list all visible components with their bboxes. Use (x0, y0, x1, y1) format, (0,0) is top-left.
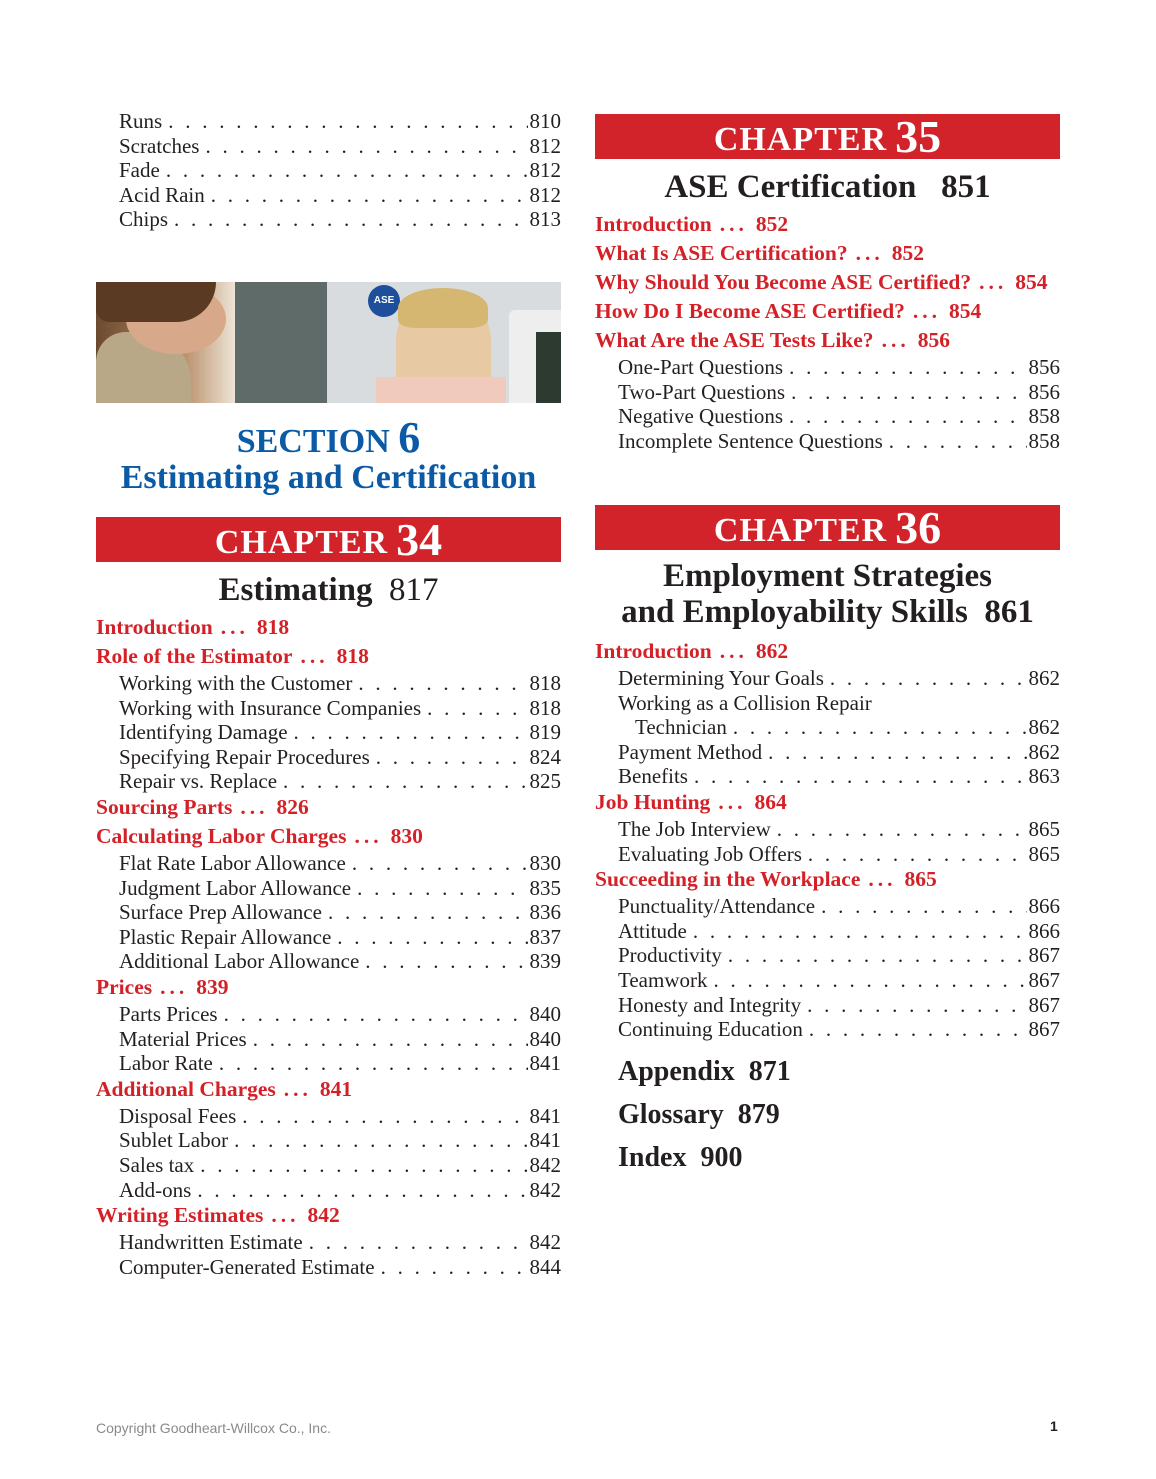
toc-entry-label: Repair vs. Replace (119, 769, 278, 794)
toc-heading (96, 613, 561, 642)
toc-entry-label: Working as a Collision Repair (618, 690, 872, 715)
toc-entry-label: Sublet Labor (119, 1128, 229, 1153)
toc-heading-label: Introduction (595, 212, 712, 236)
back-matter-index (618, 1142, 742, 1174)
toc-entry-page: 813 (529, 207, 561, 232)
toc-entry (595, 1017, 1060, 1042)
toc-entry-page: 863 (1028, 764, 1060, 789)
toc-entry (595, 919, 1060, 944)
toc-heading (595, 788, 1060, 817)
toc-heading-label: Additional Charges (96, 1076, 276, 1101)
toc-entry (96, 720, 561, 745)
leader-dots: ... (271, 1203, 300, 1228)
toc-entry-label: Chips (119, 207, 169, 232)
toc-entry-label: Attitude (618, 918, 687, 943)
toc-heading-label: Sourcing Parts (96, 794, 233, 819)
leader-dots (234, 1128, 527, 1153)
toc-entry-page: 835 (529, 875, 561, 900)
toc-entry-page: 825 (529, 769, 561, 794)
toc-heading (96, 1075, 561, 1104)
leader-dots (294, 720, 528, 745)
toc-entry (96, 1027, 561, 1052)
toc-entry (595, 968, 1060, 993)
back-matter-page: 879 (737, 1099, 780, 1130)
toc-entry-label: Honesty and Integrity (618, 992, 802, 1017)
leader-dots (809, 1017, 1027, 1042)
toc-heading-page: 854 (949, 299, 982, 323)
toc-heading (595, 268, 1060, 297)
toc-entry-label: Additional Labor Allowance (119, 949, 360, 974)
leader-dots: ... (240, 794, 269, 819)
toc-entry (96, 876, 561, 901)
leader-dots (174, 207, 527, 232)
toc-entry-page: 856 (1028, 379, 1060, 404)
leader-dots: ... (160, 974, 189, 999)
toc-entry-page: 844 (529, 1254, 561, 1279)
toc-entry-label: Technician (635, 715, 727, 740)
toc-entry (96, 1002, 561, 1027)
toc-entry-label: Teamwork (618, 967, 708, 992)
leader-dots: ... (220, 615, 249, 639)
toc-heading-label: Introduction (96, 615, 213, 639)
leader-dots (200, 1153, 527, 1178)
toc-heading-page: 839 (196, 974, 229, 999)
section-photo (96, 282, 561, 403)
toc-entry (96, 1128, 561, 1153)
toc-entry (595, 404, 1060, 429)
toc-entry-label: The Job Interview (618, 816, 771, 841)
toc-entry-page: 841 (529, 1103, 561, 1128)
toc-entry-page: 810 (529, 109, 561, 133)
toc-entry-label: Incomplete Sentence Questions (618, 428, 883, 453)
toc-entry-label: Specifying Repair Procedures (119, 744, 370, 769)
toc-entry-page: 867 (1028, 967, 1060, 992)
toc-heading (96, 642, 561, 671)
toc-entry (96, 183, 561, 208)
leader-dots (728, 943, 1027, 968)
toc-heading-page: 854 (1015, 270, 1048, 294)
leader-dots (791, 380, 1026, 405)
back-matter-glossary (618, 1099, 780, 1131)
leader-dots (821, 894, 1026, 919)
toc-entry-page: 812 (529, 158, 561, 183)
section-word: SECTION (236, 423, 390, 460)
chapter-title-text: Estimating (218, 572, 373, 608)
toc-heading-label: Introduction (595, 639, 712, 663)
toc-entry-page: 824 (529, 744, 561, 769)
toc-entry-label: Determining Your Goals (618, 666, 824, 690)
back-matter-page: 900 (700, 1142, 743, 1173)
toc-entry (96, 1051, 561, 1076)
chapter-title-text: ASE Certification (664, 169, 917, 205)
toc-entry-label: Working with Insurance Companies (119, 695, 422, 720)
toc-entry-page: 840 (529, 1026, 561, 1051)
toc-entry-page: 842 (529, 1230, 561, 1255)
toc-entry (96, 745, 561, 770)
leader-dots (211, 183, 528, 208)
toc-entry-page: 842 (529, 1177, 561, 1202)
leader-dots (224, 1002, 528, 1027)
chapter-word: CHAPTER (713, 121, 888, 158)
toc-entry-label: One-Part Questions (618, 355, 784, 379)
toc-entry (96, 925, 561, 950)
leader-dots (365, 949, 527, 974)
back-matter-label: Glossary (618, 1099, 724, 1130)
toc-entry-label: Two-Part Questions (618, 379, 786, 404)
toc-entry (595, 715, 1060, 740)
chapter-36-title (595, 558, 1060, 630)
toc-entry-page: 818 (529, 671, 561, 695)
toc-entry (595, 894, 1060, 919)
leader-dots (808, 842, 1027, 867)
leader-dots (219, 1051, 528, 1076)
toc-entry-label: Surface Prep Allowance (119, 900, 322, 925)
section-title: Estimating and Certification (120, 459, 537, 496)
toc-entry-label: Flat Rate Labor Allowance (119, 850, 346, 875)
leader-dots: ... (868, 867, 897, 892)
toc-heading-page: 862 (755, 639, 789, 663)
leader-dots (358, 671, 527, 696)
chapter-page: 861 (984, 594, 1034, 630)
toc-heading-label: What Are the ASE Tests Like? (595, 328, 874, 352)
chapter-word: CHAPTER (214, 524, 389, 561)
toc-entry-label: Handwritten Estimate (119, 1230, 303, 1255)
toc-heading (96, 822, 561, 851)
leader-dots (381, 1255, 528, 1280)
toc-heading (595, 865, 1060, 894)
toc-entry-label: Fade (119, 158, 160, 183)
back-matter-appendix (618, 1056, 791, 1088)
toc-entry-page: 842 (529, 1152, 561, 1177)
leader-dots (768, 740, 1026, 765)
leader-dots (357, 876, 527, 901)
toc-entry (96, 109, 561, 134)
copyright: Copyright Goodheart-Willcox Co., Inc. (96, 1420, 331, 1436)
toc-heading-page: 852 (891, 241, 924, 265)
toc-entry (96, 1153, 561, 1178)
chapter-number: 36 (895, 502, 942, 553)
toc-entry (595, 943, 1060, 968)
back-matter-label: Index (618, 1142, 687, 1173)
toc-entry-page: 862 (1028, 715, 1060, 740)
toc-entry (96, 671, 561, 696)
toc-entry-page: 841 (529, 1051, 561, 1076)
section-number: 6 (398, 413, 421, 462)
toc-heading-label: What Is ASE Certification? (595, 241, 848, 265)
chapter-35-banner (595, 111, 1060, 162)
back-matter-page: 871 (748, 1056, 791, 1087)
toc-heading (595, 297, 1060, 326)
toc-entry (96, 1178, 561, 1203)
toc-entry (96, 900, 561, 925)
chapter-number: 34 (396, 514, 443, 565)
chapter-page: 851 (941, 169, 991, 205)
toc-entry-page: 867 (1028, 992, 1060, 1017)
toc-entry-label: Working with the Customer (119, 671, 353, 695)
toc-entry-page: 862 (1028, 666, 1060, 690)
leader-dots (733, 715, 1027, 740)
leader-dots: ... (300, 644, 329, 668)
toc-entry (595, 380, 1060, 405)
leader-dots (693, 919, 1027, 944)
toc-entry-page: 867 (1028, 1017, 1060, 1042)
toc-entry (96, 769, 561, 794)
section-heading (96, 414, 561, 496)
toc-entry-label: Scratches (119, 133, 200, 158)
toc-heading (595, 210, 1060, 239)
toc-entry (96, 1104, 561, 1129)
leader-dots (166, 158, 528, 183)
leader-dots (309, 1230, 528, 1255)
toc-heading (595, 239, 1060, 268)
leader-dots (694, 764, 1027, 789)
toc-heading-label: Succeeding in the Workplace (595, 867, 861, 892)
leader-dots (714, 968, 1027, 993)
toc-entry (595, 666, 1060, 691)
leader-dots (376, 745, 528, 770)
toc-entry-page: 862 (1028, 739, 1060, 764)
toc-entry-label: Benefits (618, 764, 688, 789)
leader-dots: ... (855, 241, 884, 265)
toc-entry (96, 851, 561, 876)
toc-entry-page: 866 (1028, 894, 1060, 919)
toc-heading-label: Job Hunting (595, 789, 711, 814)
toc-entry-page: 812 (529, 182, 561, 207)
toc-entry (595, 993, 1060, 1018)
toc-heading-label: Role of the Estimator (96, 644, 293, 668)
toc-heading (96, 1201, 561, 1230)
leader-dots (242, 1104, 527, 1129)
toc-entry-page: 867 (1028, 943, 1060, 968)
leader-dots: ... (881, 328, 910, 352)
leader-dots (352, 851, 528, 876)
chapter-number: 35 (895, 111, 942, 162)
page-number: 1 (1050, 1418, 1058, 1434)
ase-logo: ASE (368, 285, 400, 317)
toc-entry-page: 819 (529, 720, 561, 745)
toc-entry-page: 865 (1028, 816, 1060, 841)
toc-entry-label: Disposal Fees (119, 1103, 237, 1128)
toc-entry (595, 764, 1060, 789)
chapter-page: 817 (389, 572, 439, 608)
toc-entry-label: Acid Rain (119, 182, 205, 207)
leader-dots (253, 1027, 528, 1052)
toc-entry-label: Parts Prices (119, 1001, 218, 1026)
chapter-34-title (96, 569, 561, 611)
leader-dots: ... (283, 1076, 312, 1101)
toc-entry (96, 1230, 561, 1255)
toc-heading-page: 818 (336, 644, 369, 668)
toc-entry (96, 949, 561, 974)
toc-entry-label: Runs (119, 109, 163, 133)
leader-dots (205, 134, 527, 159)
toc-entry-page: 830 (529, 850, 561, 875)
chapter-35-title (595, 166, 1060, 208)
toc-entry (96, 158, 561, 183)
toc-continued-list (96, 109, 561, 232)
toc-entry-label: Identifying Damage (119, 720, 288, 745)
toc-heading-label: Why Should You Become ASE Certified? (595, 270, 972, 294)
toc-entry (595, 842, 1060, 867)
leader-dots: ... (979, 270, 1008, 294)
leader-dots (427, 696, 527, 721)
toc-entry (595, 355, 1060, 380)
leader-dots (777, 817, 1027, 842)
toc-heading-label: How Do I Become ASE Certified? (595, 299, 905, 323)
toc-entry (96, 696, 561, 721)
toc-heading (96, 973, 561, 1002)
leader-dots (807, 993, 1026, 1018)
toc-heading-label: Writing Estimates (96, 1203, 264, 1228)
toc-entry-label: Labor Rate (119, 1051, 213, 1076)
toc-heading-page: 864 (754, 789, 787, 814)
toc-entry-page: 865 (1028, 841, 1060, 866)
toc-entry-label: Continuing Education (618, 1017, 803, 1042)
leader-dots (197, 1178, 527, 1203)
toc-entry-label: Negative Questions (618, 404, 784, 429)
toc-entry-page: 836 (529, 900, 561, 925)
leader-dots (889, 429, 1027, 454)
toc-entry (595, 691, 1060, 716)
chapter-title-line1: Employment Strategies (662, 558, 993, 594)
leader-dots (789, 355, 1026, 380)
toc-entry-label: Plastic Repair Allowance (119, 924, 332, 949)
toc-heading-page: 830 (390, 823, 423, 848)
toc-heading-page: 842 (307, 1203, 340, 1228)
toc-entry (96, 207, 561, 232)
toc-heading-page: 818 (256, 615, 290, 639)
leader-dots: ... (719, 212, 748, 236)
toc-entry-label: Payment Method (618, 739, 763, 764)
toc-entry-label: Productivity (618, 943, 722, 968)
toc-entry-page: 839 (529, 949, 561, 974)
toc-heading-label: Prices (96, 974, 153, 999)
toc-heading (595, 326, 1060, 355)
toc-entry-label: Punctuality/Attendance (618, 894, 816, 919)
leader-dots (328, 900, 528, 925)
back-matter-label: Appendix (618, 1056, 735, 1087)
toc-entry (595, 429, 1060, 454)
toc-entry (595, 817, 1060, 842)
chapter-36-banner (595, 502, 1060, 553)
toc-heading-page: 826 (276, 794, 309, 819)
toc-entry-page: 866 (1028, 918, 1060, 943)
chapter-title-line2: and Employability Skills (621, 594, 968, 630)
toc-entry (595, 740, 1060, 765)
leader-dots: ... (719, 639, 748, 663)
toc-heading-page: 852 (755, 212, 789, 236)
toc-entry-page: 812 (529, 133, 561, 158)
toc-entry-page: 858 (1028, 428, 1060, 453)
toc-entry-page: 858 (1028, 404, 1060, 429)
toc-entry (96, 1255, 561, 1280)
toc-entry-label: Material Prices (119, 1026, 247, 1051)
toc-entry-label: Judgment Labor Allowance (119, 875, 352, 900)
leader-dots: ... (354, 823, 383, 848)
leader-dots (168, 109, 527, 134)
toc-heading-page: 865 (904, 867, 937, 892)
toc-entry-label: Evaluating Job Offers (618, 841, 802, 866)
toc-heading-page: 856 (917, 328, 950, 352)
toc-entry-page: 818 (529, 695, 561, 720)
toc-heading (96, 793, 561, 822)
leader-dots (283, 769, 527, 794)
leader-dots (789, 404, 1026, 429)
leader-dots (337, 925, 527, 950)
toc-entry-label: Add-ons (119, 1177, 192, 1202)
toc-entry-page: 856 (1028, 355, 1060, 379)
toc-entry-page: 837 (529, 924, 561, 949)
chapter-34-toc (96, 613, 561, 1279)
toc-entry-label: Computer-Generated Estimate (119, 1254, 375, 1279)
toc-entry-page: 841 (529, 1128, 561, 1153)
toc-heading (595, 637, 1060, 666)
toc-entry-page: 840 (529, 1001, 561, 1026)
toc-entry (96, 134, 561, 159)
toc-heading-label: Calculating Labor Charges (96, 823, 347, 848)
leader-dots: ... (912, 299, 942, 323)
leader-dots: ... (718, 789, 747, 814)
toc-heading-page: 841 (319, 1076, 353, 1101)
chapter-34-banner (96, 514, 561, 565)
chapter-word: CHAPTER (713, 512, 888, 549)
leader-dots (830, 666, 1027, 691)
toc-entry-label: Sales tax (119, 1152, 195, 1177)
chapter-35-toc (595, 210, 1060, 453)
chapter-36-toc (595, 637, 1060, 1042)
